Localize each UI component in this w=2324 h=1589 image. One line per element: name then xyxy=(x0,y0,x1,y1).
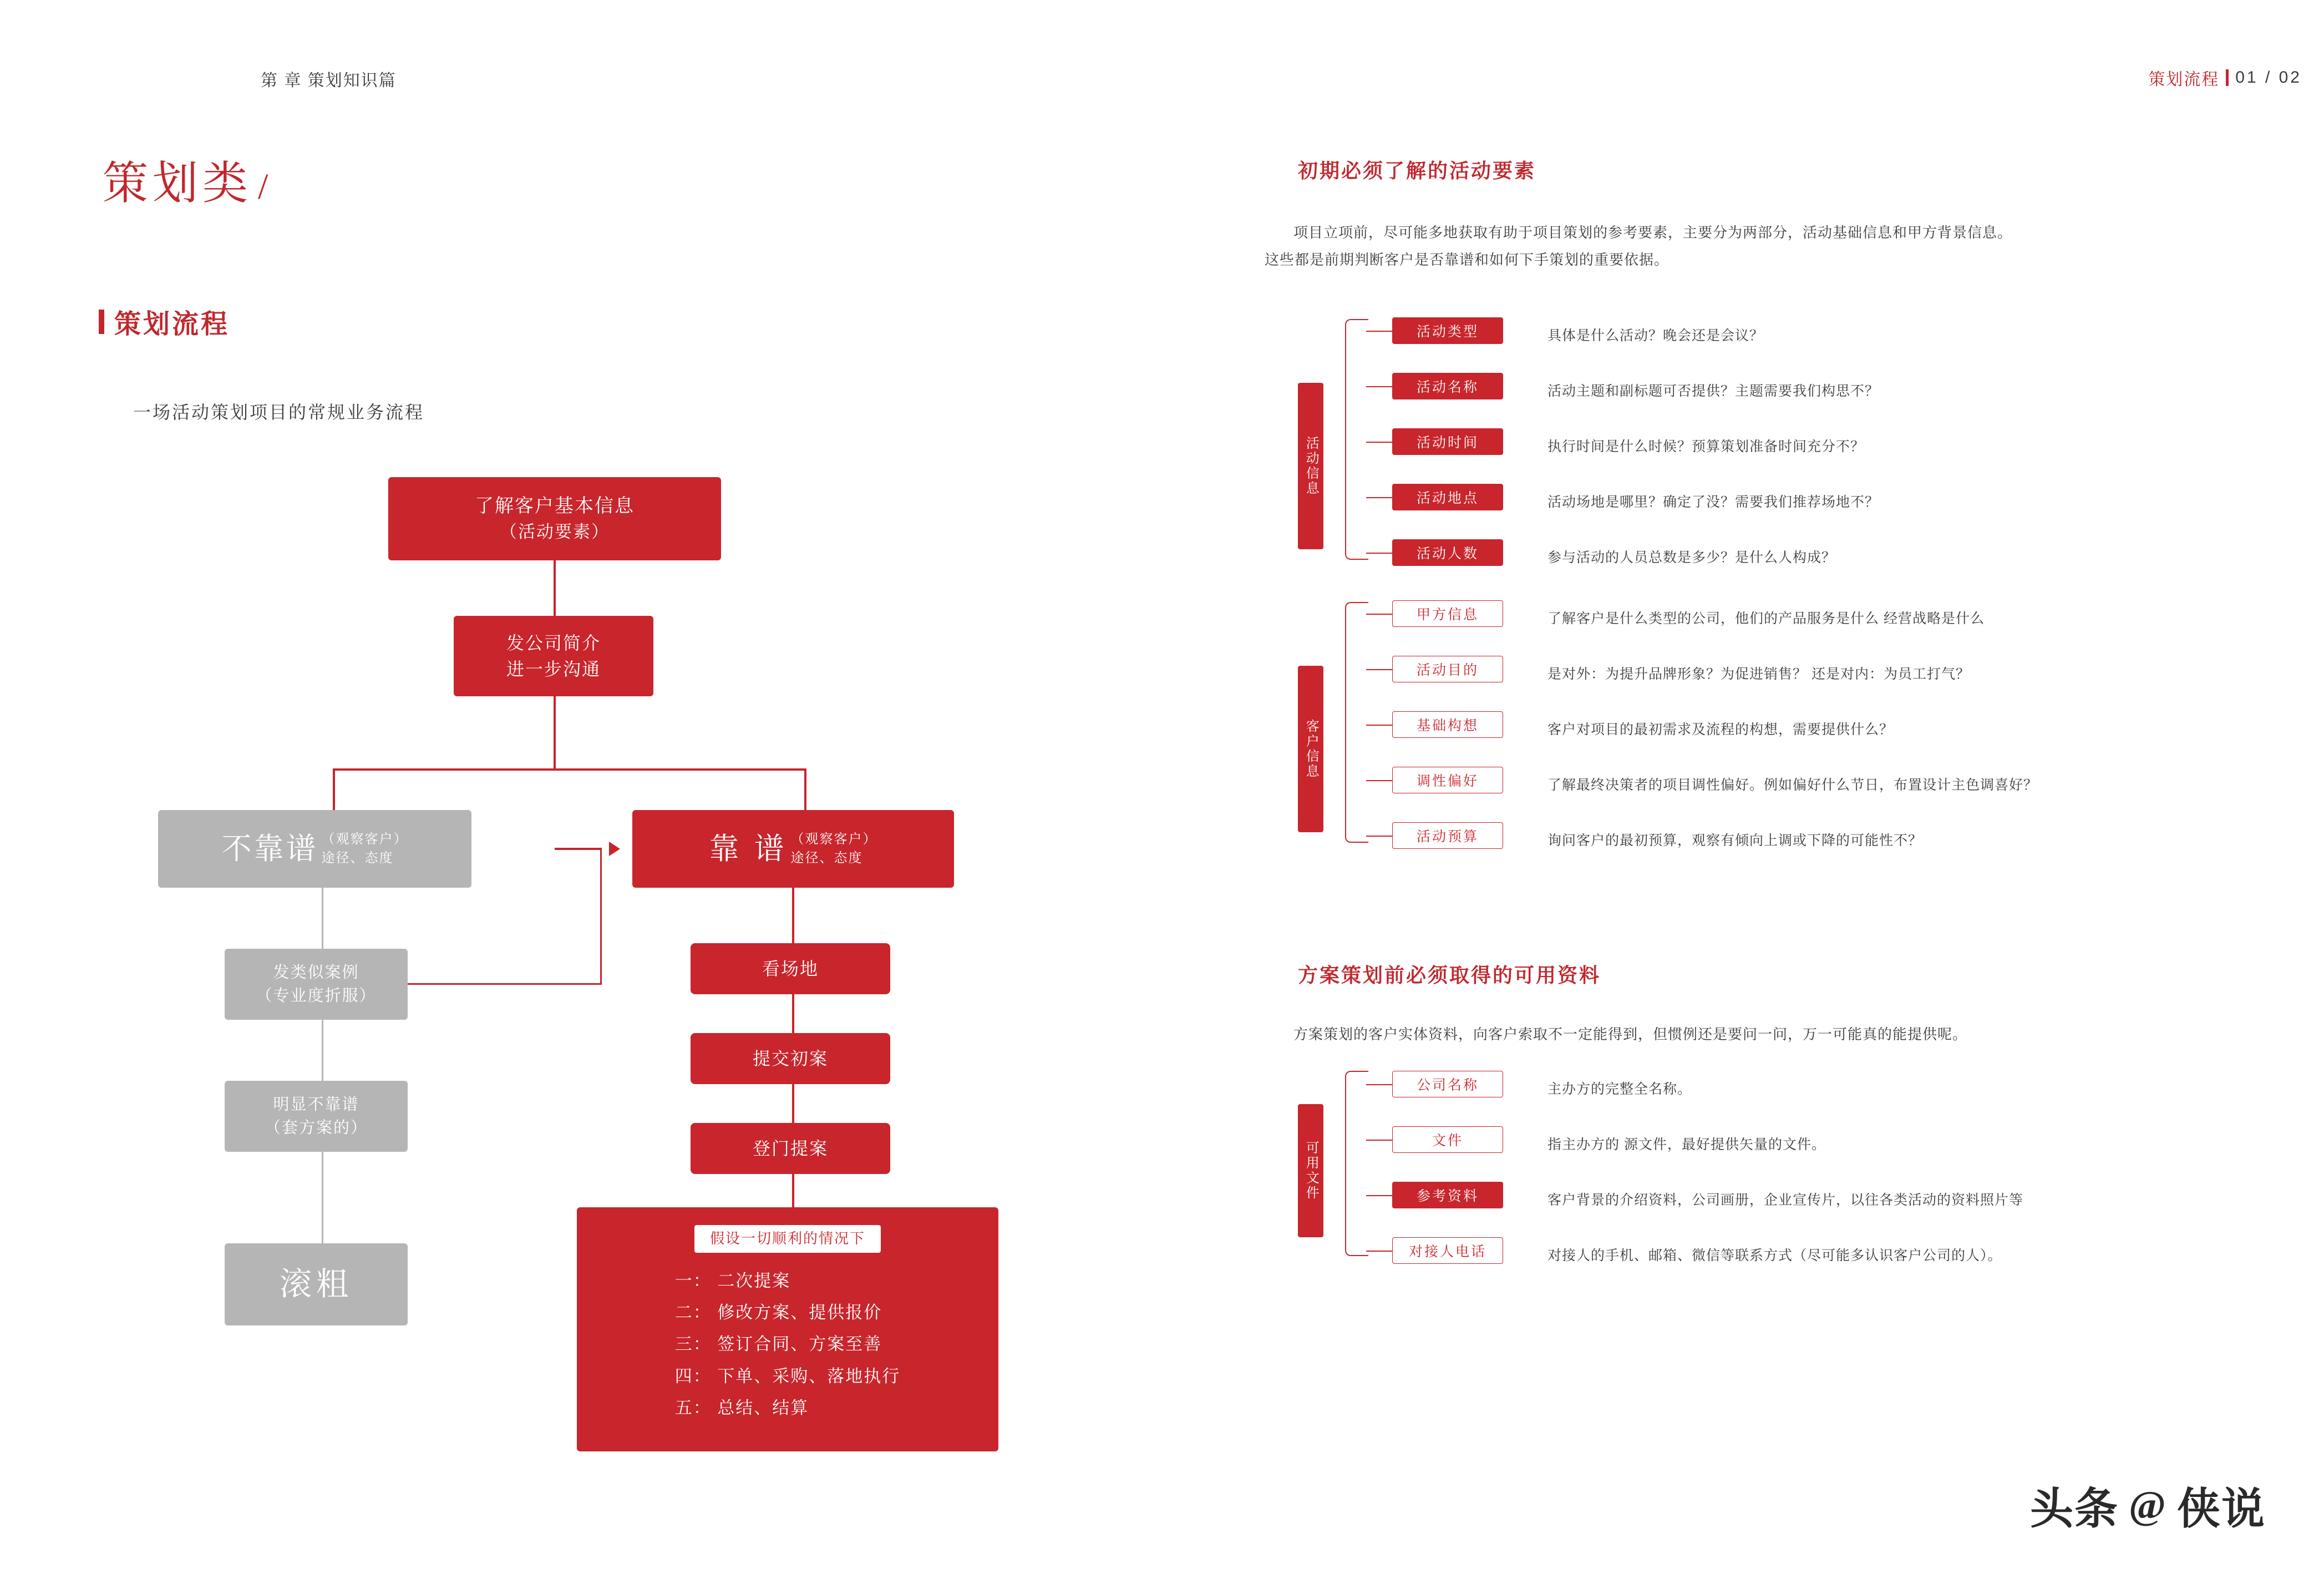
desc-activity-place: 活动场地是哪里？确定了没？需要我们推荐场地不？ xyxy=(1547,494,1880,510)
flow-node-line1: 明显不靠谱 xyxy=(273,1095,359,1114)
flow-node-unreliable-sub1: （观察客户） xyxy=(321,832,408,847)
tag-contact-phone: 对接人电话 xyxy=(1392,1237,1503,1264)
section-title-text: 策划流程 xyxy=(114,310,230,339)
desc-reference-materials: 客户背景的介绍资料，公司画册，企业宣传片，以往各类活动的资料照片等 xyxy=(1547,1192,2024,1208)
tick-6 xyxy=(1366,614,1393,615)
desc-file: 指主办方的 源文件，最好提供矢量的文件。 xyxy=(1547,1137,1826,1152)
paragraph-line: 项目立项前，尽可能多地获取有助于项目策划的参考要素，主要分为两部分，活动基础信息和甲方背景信息。 xyxy=(1293,224,2013,241)
tag-activity-people: 活动人数 xyxy=(1392,539,1503,566)
flow-node-gun-cu xyxy=(225,1243,408,1325)
tag-reference-materials: 参考资料 xyxy=(1392,1182,1503,1208)
tag-basic-concept: 基础构想 xyxy=(1392,711,1503,738)
success-steps-title: 假设一切顺利的情况下 xyxy=(694,1225,881,1253)
tick-14 xyxy=(1366,1251,1393,1252)
flow-node-success-steps xyxy=(577,1207,998,1451)
tag-activity-purpose: 活动目的 xyxy=(1392,656,1503,682)
desc-tone-preference: 了解最终决策者的项目调性偏好。例如偏好什么节日，布置设计主色调喜好？ xyxy=(1547,777,2038,793)
connector-red-1 xyxy=(792,888,794,943)
flow-node-client-basic-info xyxy=(388,477,721,560)
flow-node-line1: 发公司简介 xyxy=(506,633,601,654)
section-title xyxy=(99,302,230,341)
tag-activity-time: 活动时间 xyxy=(1392,428,1503,455)
flow-node-line1: 滚粗 xyxy=(279,1266,353,1302)
flow-node-send-cases xyxy=(225,949,408,1020)
connector-n1-n2 xyxy=(554,560,556,616)
tick-9 xyxy=(1366,780,1393,781)
flow-node-line2: （活动要素） xyxy=(500,522,610,542)
connector-n2-down xyxy=(554,696,556,768)
flow-node-reliable-sub1: （观察客户） xyxy=(790,832,877,847)
connector-feedback-arrowhead xyxy=(609,842,620,856)
paragraph-line: 方案策划的客户实体资料，向客户索取不一定能得到，但惯例还是要问一问，万一可能真的能提供呢。 xyxy=(1293,1026,1968,1043)
flow-node-unreliable-title: 不靠谱 xyxy=(221,832,318,866)
tag-activity-budget: 活动预算 xyxy=(1392,822,1503,849)
flow-node-reliable-sub2: 途径、态度 xyxy=(790,851,863,866)
tick-5 xyxy=(1366,553,1393,554)
list-item: 二： 修改方案、提供报价 xyxy=(674,1303,882,1323)
group-label-activity-info: 活动信息 xyxy=(1298,383,1323,549)
desc-activity-purpose: 是对外：为提升品牌形象？为促进销售？ 还是对内：为员工打气？ xyxy=(1547,666,1970,682)
flow-node-unreliable-sub2: 途径、态度 xyxy=(321,851,394,866)
tag-activity-place: 活动地点 xyxy=(1392,484,1503,510)
flow-node-send-company-profile xyxy=(454,616,653,696)
header-right xyxy=(2148,65,2302,90)
flow-node-site-visit xyxy=(691,943,890,994)
group-label-available-files: 可用文件 xyxy=(1298,1104,1323,1237)
connector-gray-2 xyxy=(322,1020,323,1081)
flow-node-line1: 看场地 xyxy=(762,958,819,979)
success-steps-list xyxy=(675,1265,901,1424)
tag-file: 文件 xyxy=(1392,1126,1503,1153)
brace-available-files xyxy=(1345,1071,1368,1256)
connector-feedback-vertical xyxy=(600,849,602,985)
flow-node-line2: 进一步沟通 xyxy=(506,659,601,679)
watermark xyxy=(2030,1474,2266,1536)
tick-4 xyxy=(1366,497,1393,498)
flow-node-reliable xyxy=(632,810,954,888)
watermark-left-text: 头条 xyxy=(2029,1485,2119,1533)
list-item: 三： 签订合同、方案至善 xyxy=(674,1334,882,1354)
tag-activity-type: 活动类型 xyxy=(1392,317,1503,344)
connector-red-4 xyxy=(792,1174,794,1207)
list-item: 一： 二次提案 xyxy=(674,1271,791,1291)
flow-node-reliable-title: 靠 谱 xyxy=(709,832,788,866)
connector-split-horizontal xyxy=(333,768,806,771)
connector-gray-3 xyxy=(322,1152,323,1243)
flow-subtitle: 一场活动策划项目的常规业务流程 xyxy=(133,402,425,422)
tick-8 xyxy=(1366,725,1393,726)
list-item: 五： 总结、结算 xyxy=(674,1398,809,1418)
tick-3 xyxy=(1366,442,1393,443)
tick-12 xyxy=(1366,1140,1393,1141)
tick-11 xyxy=(1366,1084,1393,1085)
right-paragraph-2 xyxy=(1265,1021,2291,1048)
tag-party-a-info: 甲方信息 xyxy=(1392,600,1503,627)
connector-red-3 xyxy=(792,1084,794,1123)
group-label-client-info: 客户信息 xyxy=(1298,666,1323,832)
brace-client-info xyxy=(1345,602,1368,843)
flow-node-line1: 了解客户基本信息 xyxy=(475,495,635,517)
tag-activity-name: 活动名称 xyxy=(1392,373,1503,399)
desc-activity-budget: 询问客户的最初预算，观察有倾向上调或下降的可能性不？ xyxy=(1547,833,1923,848)
connector-gray-1 xyxy=(322,888,323,949)
header-page-number: 01 / 02 xyxy=(2235,68,2302,87)
tag-company-name: 公司名称 xyxy=(1392,1071,1503,1097)
page-title-slash: / xyxy=(258,166,273,207)
tick-13 xyxy=(1366,1195,1393,1196)
desc-activity-time: 执行时间是什么时候？预算策划准备时间充分不？ xyxy=(1547,439,1865,454)
flow-node-line2: （套方案的） xyxy=(264,1119,368,1137)
brace-activity-info xyxy=(1345,319,1368,560)
desc-activity-name: 活动主题和副标题可否提供？主题需要我们构思不？ xyxy=(1547,383,1880,399)
right-heading-required-materials: 方案策划前必须取得的可用资料 xyxy=(1298,964,1601,986)
flow-node-line1: 发类似案例 xyxy=(273,963,359,981)
connector-red-2 xyxy=(792,994,794,1033)
flow-node-line1: 提交初案 xyxy=(752,1048,828,1069)
page-title-text: 策划类 xyxy=(103,158,253,209)
flow-node-clearly-unreliable xyxy=(225,1081,408,1152)
flow-node-line2: （专业度折服） xyxy=(256,987,377,1005)
connector-feedback-into-reliable xyxy=(555,848,602,850)
desc-company-name: 主办方的完整全名称。 xyxy=(1547,1081,1692,1097)
desc-activity-people: 参与活动的人员总数是多少？是什么人构成？ xyxy=(1547,550,1836,565)
flow-node-unreliable xyxy=(158,810,471,888)
desc-basic-concept: 客户对项目的最初需求及流程的构想，需要提供什么？ xyxy=(1547,722,1894,737)
flow-node-submit-draft xyxy=(691,1033,890,1084)
desc-party-a-info: 了解客户是什么类型的公司，他们的产品服务是什么 经营战略是什么 xyxy=(1547,611,1985,626)
right-paragraph-1 xyxy=(1265,219,2291,274)
header-divider-bar xyxy=(2226,69,2229,86)
desc-activity-type: 具体是什么活动？晚会还是会议？ xyxy=(1547,328,1764,343)
connector-feedback-horizontal xyxy=(408,983,602,985)
paragraph-line: 这些都是前期判断客户是否靠谱和如何下手策划的重要依据。 xyxy=(1265,251,1670,269)
flow-node-line1: 登门提案 xyxy=(752,1138,828,1158)
tick-7 xyxy=(1366,669,1393,670)
tick-1 xyxy=(1366,331,1393,332)
section-title-tick-icon xyxy=(99,310,104,334)
list-item: 四： 下单、采购、落地执行 xyxy=(674,1366,901,1386)
tag-tone-preference: 调性偏好 xyxy=(1392,767,1503,793)
page-title xyxy=(103,147,272,212)
tick-2 xyxy=(1366,386,1393,387)
watermark-right-text: 侠说 xyxy=(2176,1485,2266,1533)
right-heading-activity-elements: 初期必须了解的活动要素 xyxy=(1298,160,1536,182)
header-chapter-label: 第 章 策划知识篇 xyxy=(261,72,397,90)
header-section-label: 策划流程 xyxy=(2148,70,2220,89)
flow-node-onsite-proposal xyxy=(691,1123,890,1174)
tick-10 xyxy=(1366,836,1393,837)
desc-contact-phone: 对接人的手机、邮箱、微信等联系方式（尽可能多认识客户公司的人）。 xyxy=(1547,1248,2002,1263)
watermark-at-icon: @ xyxy=(2129,1482,2167,1527)
